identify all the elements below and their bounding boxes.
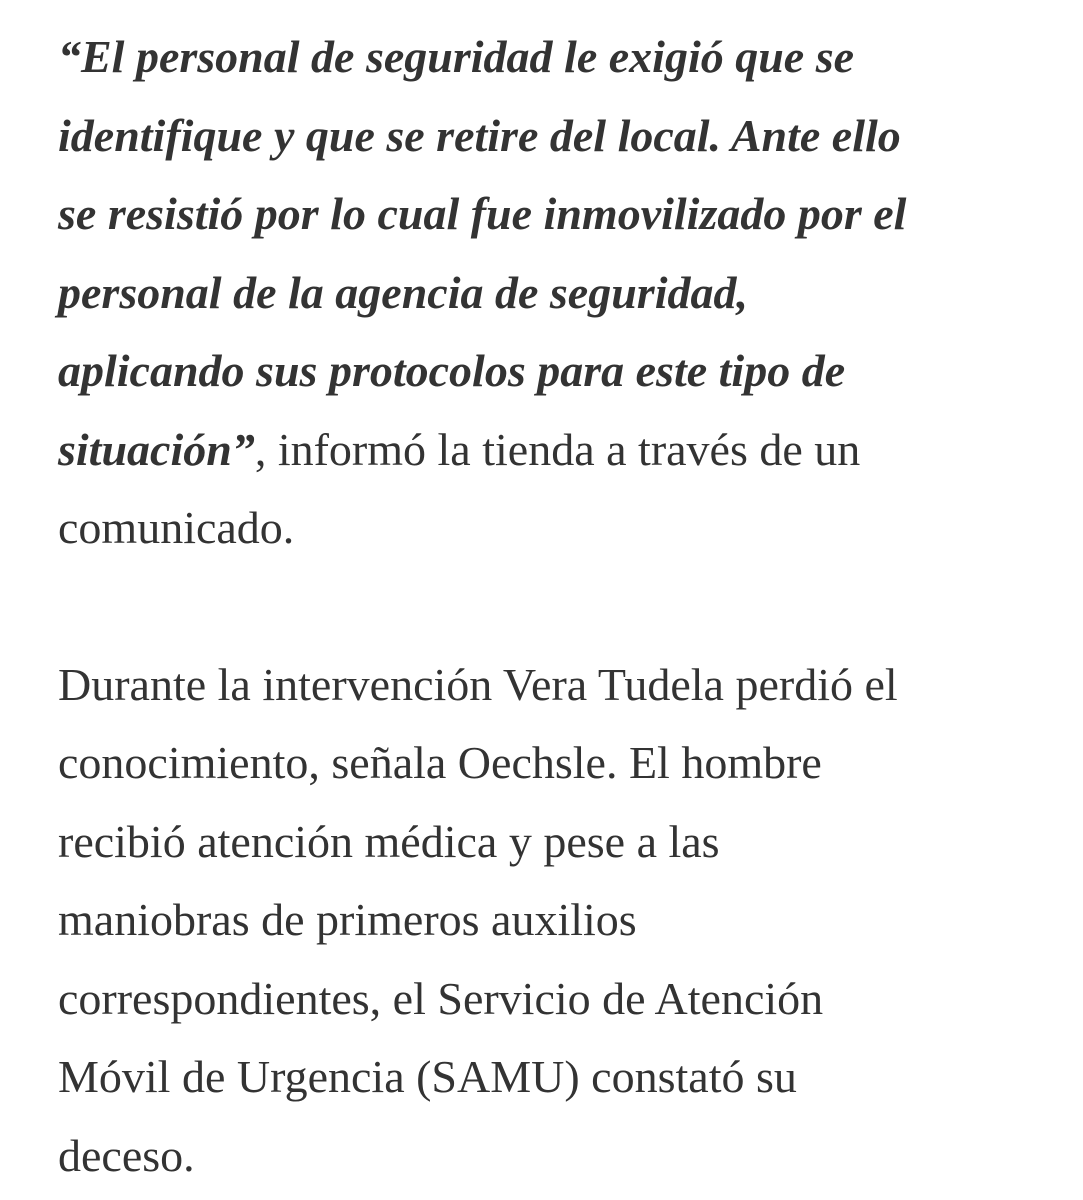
body-line: maniobras de primeros auxilios [58, 894, 637, 945]
body-line: deceso. [58, 1129, 195, 1181]
body-line: Móvil de Urgencia (SAMU) constató su [58, 1051, 797, 1102]
quote-line: situación” [58, 423, 255, 475]
paragraph-intervention [58, 646, 1058, 1196]
quote-line: identifique y que se retire del local. Ante ello [58, 109, 901, 161]
quote-line: “El personal de seguridad le exigió que se [58, 31, 855, 82]
attribution-text: , informó la tienda a través de un [254, 423, 861, 475]
paragraph-quote [58, 18, 1058, 568]
body-line: recibió atención médica y pese a las [58, 815, 720, 867]
quote-line: aplicando sus protocolos para este tipo de [58, 345, 846, 396]
body-line: correspondientes, el Servicio de Atención [58, 972, 824, 1024]
body-line: Durante la intervención Vera Tudela perdió el [58, 658, 898, 710]
quote-line: se resistió por lo cual fue inmovilizado por el [58, 188, 907, 239]
attribution-line: comunicado. [58, 502, 295, 553]
quote-text [58, 31, 906, 475]
body-line: conocimiento, señala Oechsle. El hombre [58, 737, 822, 788]
quote-line: personal de la agencia de seguridad, [58, 266, 748, 318]
article-body [58, 18, 1058, 1195]
